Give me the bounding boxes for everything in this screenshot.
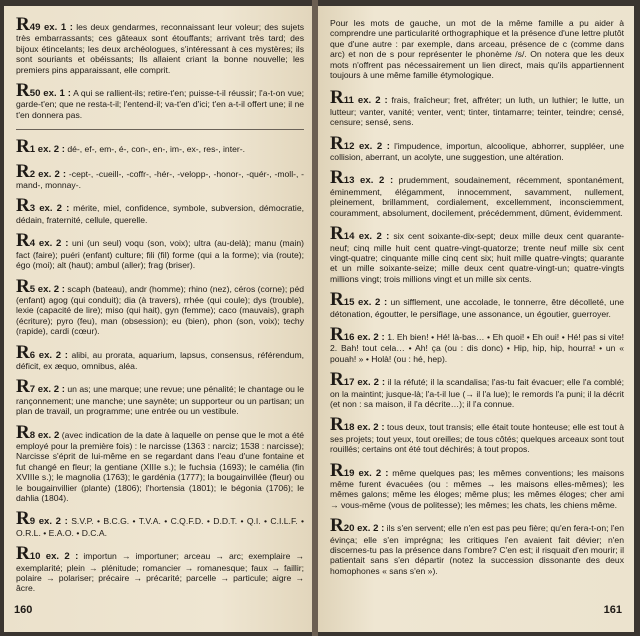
- entry: R50 ex. 1 : A qui se rallient-ils; retire-t'en; puisse-t-il réussir; l'a-t-on vue; garde-t'en; que ne resta-t-il; l'entend-il; va-t'en d'ici; t'en a-t-il offert une; il ne t'en donnera pas.: [16, 80, 304, 120]
- entry: R1 ex. 2 : dé-, ef-, em-, é-, con-, en-, im-, ex-, res-, inter-.: [16, 136, 245, 158]
- section-divider: [16, 129, 304, 130]
- entry: R19 ex. 2 : même quelques pas; les mêmes conventions; les maisons même furent évacuées (ou : mêmes → les maisons elles-mêmes); les mêmes galons; même les éloges; même plus; les mêmes éloges; cher ami → vous-même (vous de politesse); les mêmes; les chats, les chiens même.: [330, 459, 624, 510]
- entry: R20 ex. 2 : ils s'en servent; elle n'en est pas peu fière; qu'en fera-t-on; l'en évinça; elle s'en imprégna; les critiques l'en avaient fait dévier; n'en discernes-tu pas la présence dans l'ombre? C'en est; il risquait d'en mourir; il patientait sans s'en départir (notez la succession dissonante des deux homophones « sans s'en »).: [330, 515, 624, 576]
- entry: R18 ex. 2 : tous deux, tout transis; elle était toute honteuse; elle est tout à ses projets; tout yeux, tout oreilles; de tous côtés; quelques arceaux sont tout rouillés; certains ont été tout déchirés; à tout propos.: [330, 414, 624, 455]
- entry: R8 ex. 2 (avec indication de la date à laquelle on pense que le mot a été employé pour la première fois) : le narcisse (1363 : narciz; 1538 : narcisse); Narcisse s'éprit de lui-même en se regardant dans l'eau d'une fontaine et fut changé en fleur; la gentiane (XIIIe s.); le fuchsia (1693); le camélia (fin XVIIIe s.); le magnolia (1763); le gardénia (1777); la bougainvillée (fleur) ou le bougainvillier (plante) (1806); l'hortensia (1801); le bégonia (1706); le dahlia (1804).: [16, 421, 304, 503]
- entry: R49 ex. 1 : les deux gendarmes, reconnaissant leur voleur; des sujets très embarrassants; ces gâteaux sont étouffants; arrivant très tard; des bijoux étincelants; les deux archéologues, s'intéressant à ces mystères; ils sont souriants et obéissants; Ils allaient criant la bonne nouvelle; les premiers pins apparaissant, elle comprit.: [16, 14, 305, 75]
- left-page: [4, 6, 312, 632]
- entry: R6 ex. 2 : alibi, au prorata, aquarium, lapsus, consensus, référendum, déficit, ex æquo, omnibus, aléa.: [16, 341, 305, 371]
- entry: R14 ex. 2 : six cent soixante-dix-sept; deux mille deux cent quarante-neuf; cinq mille huit cent quatre-vingt-quatorze; trente neuf mille six cent vingt-quatre; cinquante mille cinq cent six; huit mille quatre-vingts; quarante et un mille soixante-seize; mille deux cent quatre-vingt-un; quatre-vingts millions vingt; trois millions vingt et un mille six cents.: [330, 223, 624, 284]
- page-number: 161: [603, 604, 622, 616]
- page-number: 160: [14, 604, 33, 616]
- entry: R13 ex. 2 : prudemment, soudainement, récemment, spontanément, éminemment, élégamment, innocemment, savamment, nullement, pleinement, brillamment, cordialement, excellemment, inconsciemment, couramment, absolument, docilement, précédemment, dûment, évidemment.: [330, 167, 624, 218]
- entry: R17 ex. 2 : il la réfuté; il la scandalisa; l'as-tu fait évacuer; elle l'a comblé; on la maintint; jusque-là; l'a-t-il lue (→ il l'a lue); le remords l'a puni; il la décrit (et non : sa maison, il l'a décrite…); il l'a connue.: [330, 369, 625, 409]
- entry: R10 ex. 2 : importun → importuner; arceau → arc; exemplaire → exemplarité; plein → plénitude; romancier → romanesque; faux → faillir; polaire → polariser; précaire → précarité; parcelle → particule; aigre → âcre.: [16, 543, 305, 594]
- intro-paragraph: Pour les mots de gauche, un mot de la même famille a pu aider à comprendre une particularité orthographique et la présence d'une lettre plutôt que d'une autre : par exemple, dans arceau, présence de c (comme dans arc) et non de s pour représenter le phonème /s/. On notera que les deux mots n'offrent pas nécessairement un lien direct, mais qu'ils appartiennent toujours à une même famille étymologique.: [330, 18, 625, 81]
- entry: R5 ex. 2 : scaph (bateau), andr (homme); rhino (nez), céros (corne); péd (enfant) agog (qui conduit); dia (à travers), rrhée (qui coule); dys (trouble), lexie (capacité de lire); miso (qui hait), gyn (femme); caco (mauvais), graph (écriture); pyro (feu), man (obsession); eu (bien), phon (son, voix); techy (rapide), cardi (cœur).: [16, 275, 305, 337]
- entry: R9 ex. 2 : S.V.P. • B.C.G. • T.V.A. • C.Q.F.D. • D.D.T. • Q.I. • C.I.L.F. • O.R.L. • E.A.O. • D.C.A.: [16, 508, 304, 538]
- entry: R16 ex. 2 : 1. Eh bien! • Hé! là-bas… • Eh quoi! • Eh oui! • Hé! pas si vite! 2. Bah! tout cela… • Ah! ça (ou : dis donc) • Hip, hip, hip, hourra! • un « pouah! » • Holà! (ou : hé, hep).: [330, 323, 625, 364]
- entry: R4 ex. 2 : uni (un seul) voqu (son, voix); ultra (au-delà); manu (main) fact (faire); puéri (enfant) culture; fili (fil) forme (qui a la forme); via (route); égo (moi); alt (haut); ambul (aller); frag (briser).: [16, 230, 304, 271]
- right-page: [318, 6, 634, 632]
- entry: R11 ex. 2 : frais, fraîcheur; fret, affréter; un luth, un luthier; le lutte, un lutteur; vanter, vanité; venter, vent; tinter, tintamarre; teinter, teindre; censé, censure; sensé, sens.: [330, 87, 624, 128]
- entry: R12 ex. 2 : l'impudence, importun, alcoolique, abhorrer, suppléer, une collision, aberrant, un acolyte, une suggestion, une altération.: [330, 132, 624, 163]
- entry: R3 ex. 2 : mérite, miel, confidence, symbole, subversion, démocratie, dédain, fraternité, cellule, querelle.: [16, 195, 304, 225]
- entry: R7 ex. 2 : un as; une marque; une revue; une pénalité; le chantage ou le rançonnement; une manche; une saynète; un supporteur ou un partisan; un plan de travail, un programme; une entrée ou un vestibule.: [16, 376, 304, 417]
- entry: R2 ex. 2 : -cept-, -cueill-, -coffr-, -hér-, -velopp-, -honor-, -quér-, -moll-, -mand-, monnay-.: [16, 160, 305, 191]
- entry: R15 ex. 2 : un sifflement, une accolade, le tonnerre, être décolleté, une détonation, égoutter, le persiflage, une assonance, un égoutier, guerroyer.: [330, 289, 625, 319]
